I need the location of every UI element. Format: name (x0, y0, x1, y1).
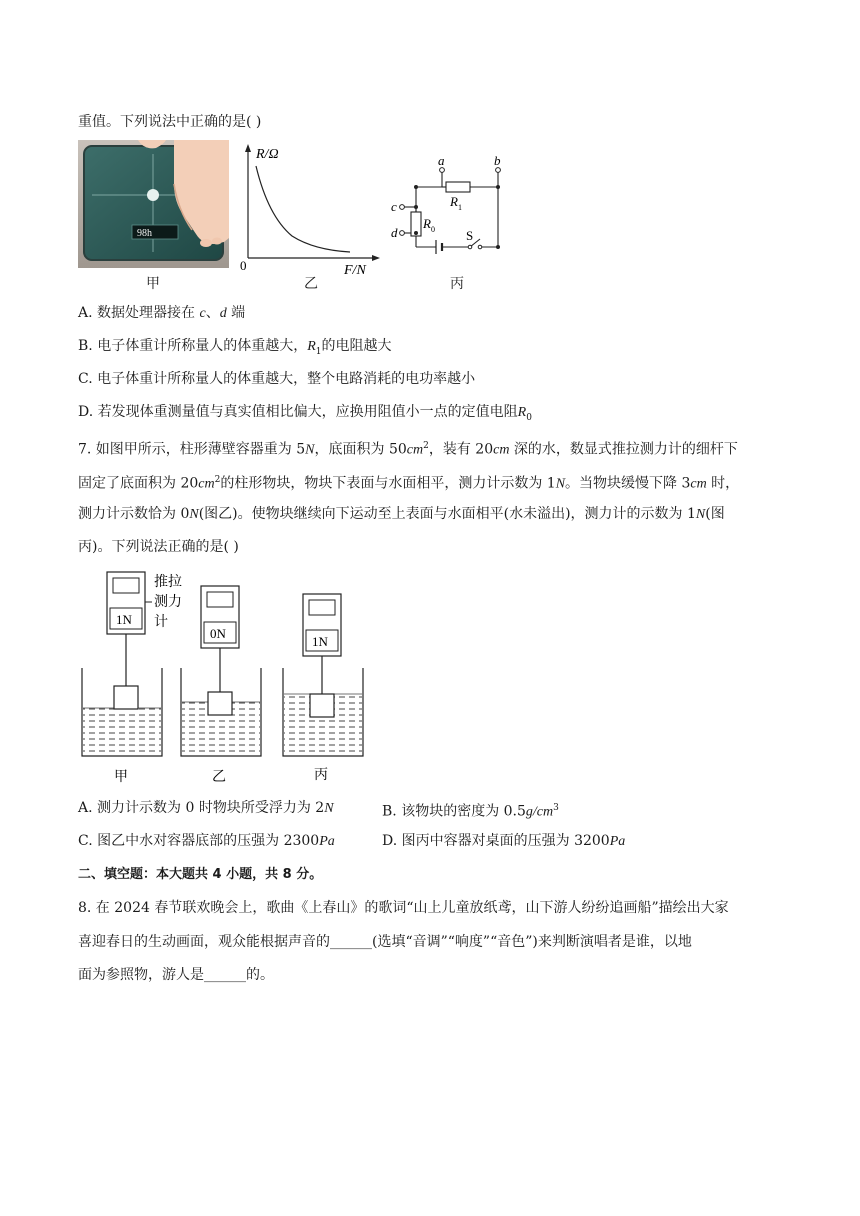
q7-line-3: 测力计示数恰为 0N(图乙)。使物块继续向下运动至上表面与水面相平(水未溢出)，测力计的示数为 1N(图 (78, 506, 725, 522)
caption-yi-6: 乙 (304, 276, 318, 292)
force-meter-figure (78, 568, 368, 788)
device-label-1: 推拉 (154, 575, 182, 590)
switch-label: S (466, 228, 474, 243)
q7-option-d: D. 图丙中容器对桌面的压强为 3200Pa (382, 833, 626, 849)
q6-option-a: A. 数据处理器接在 c、d 端 (78, 305, 246, 321)
caption-jia-7: 甲 (114, 770, 128, 785)
terminal-c-label: c (391, 199, 397, 214)
q6-tail-text: 重值。下列说法中正确的是( ) (78, 114, 262, 130)
q8-line-2: 喜迎春日的生动画面，观众能根据声音的______(选填“音调”“响度”“音色”)来判断演唱者是谁，以地 (78, 934, 692, 950)
q8-line-1: 8. 在 2024 春节联欢晚会上，歌曲《上春山》的歌词“山上儿童放纸鸢，山下游人纷纷追画船”描绘出大家 (78, 900, 729, 916)
q6-option-c: C. 电子体重计所称量人的体重越大，整个电路消耗的电功率越小 (78, 371, 476, 387)
r0-label: R (423, 216, 431, 231)
q6-option-d: D. 若发现体重测量值与真实值相比偏大，应换用阻值小一点的定值电阻$R_0$ (78, 404, 532, 423)
section-heading: 二、填空题：本大题共 4 小题，共 8 分。 (78, 867, 323, 882)
terminal-a-label: a (438, 153, 445, 168)
meter-reading-bing: 1N (312, 634, 328, 649)
r0-subscript: 0 (431, 225, 435, 234)
q8-line-3: 面为参照物，游人是______的。 (78, 967, 274, 983)
q7-line-1: 7. 如图甲所示，柱形薄壁容器重为 5N，底面积为 $50cm^2$，装有 20cm 深的水，数显式推拉测力计的细杆下 (78, 441, 738, 458)
r1-label: R (450, 194, 458, 209)
circuit-diagram (374, 150, 509, 268)
q7-line-4: 丙)。下列说法正确的是( ) (78, 539, 239, 555)
graph-origin: 0 (240, 258, 247, 273)
graph-y-label: R/Ω (256, 147, 279, 162)
r1-subscript: 1 (458, 203, 462, 212)
caption-bing-6: 丙 (450, 276, 464, 292)
terminal-b-label: b (494, 153, 501, 168)
meter-reading-yi: 0N (210, 626, 226, 641)
q7-option-b: B. 该物块的密度为 $0.5g/cm^3$ (382, 803, 559, 820)
terminal-d-label: d (391, 225, 398, 240)
device-label-3: 计 (154, 615, 168, 630)
resistance-force-graph (232, 140, 382, 275)
meter-reading-jia: 1N (116, 612, 132, 627)
device-label-2: 测力 (154, 595, 182, 610)
q6-option-b: B. 电子体重计所称量人的体重越大，$R_1$的电阻越大 (78, 338, 392, 357)
q7-option-c: C. 图乙中水对容器底部的压强为 2300Pa (78, 833, 335, 849)
caption-yi-7: 乙 (212, 770, 226, 785)
caption-jia-6: 甲 (146, 276, 160, 292)
caption-bing-7: 丙 (314, 768, 328, 783)
scale-photo (78, 140, 229, 268)
q7-option-a: A. 测力计示数为 0 时物块所受浮力为 2N (78, 800, 334, 816)
q7-line-2: 固定了底面积为 $20cm^2$的柱形物块，物块下表面与水面相平，测力计示数为 1N。当物块缓慢下降 3cm 时， (78, 475, 740, 492)
scale-display-text: 98h (137, 228, 152, 239)
graph-x-label: F/N (344, 263, 366, 275)
